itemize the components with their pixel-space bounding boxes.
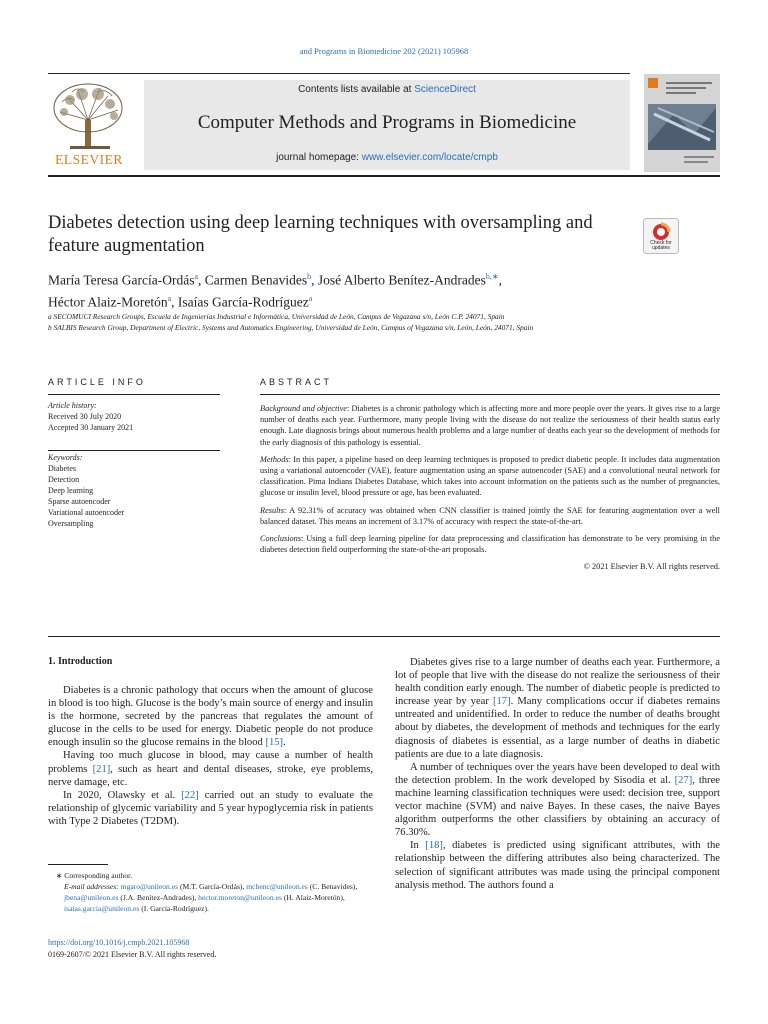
paragraph-text: In (410, 840, 426, 852)
publisher-name: ELSEVIER (55, 152, 123, 167)
author-name: Carmen Benavides (204, 272, 308, 288)
author-affiliation-mark[interactable]: a (194, 272, 199, 281)
journal-homepage-line (144, 152, 630, 163)
email-owner: (C. Benavides), (307, 882, 358, 891)
email-owner: (J.A. Benítez-Andrades), (118, 893, 199, 902)
intro-left-column (48, 684, 373, 828)
conclusions-text: : Using a full deep learning pipeline for data preprocessing and classification has demonstrate to be very promising in the diabetes detection field outperforming the state-of-the-art proposals. (260, 534, 720, 555)
citation-link[interactable]: [27] (674, 774, 693, 786)
citation-link[interactable]: [18] (425, 840, 443, 852)
journal-cover-image (644, 74, 720, 172)
paragraph-text: , diabetes is predicted using significant attributes, with the relationship between the differing attributes also being characterized. The selection of significant attributes was made using the principal component analysis method. The authors found a (395, 840, 720, 891)
email-link[interactable]: mgaro@unileon.es (120, 882, 179, 891)
author-name: Isaías García-Rodríguez (177, 294, 309, 309)
abstract-rule (260, 394, 720, 395)
section-divider (48, 636, 720, 637)
paragraph-text: , such as heart and dental diseases, stroke, eye problems, nerve damage, etc. (48, 763, 373, 788)
email-owner: (I. García-Rodríguez). (139, 904, 209, 913)
paragraph (395, 656, 720, 761)
results-text: : A 92.31% of accuracy was obtained when CNN classifier is trained jointly the SAE for featuring augmentation over a well balanced dataset. This means an increment of 3.17% of accuracy with respect the state-of-the-art. (260, 505, 720, 526)
paragraph (48, 749, 373, 788)
article-info-rule (48, 394, 220, 395)
keywords-rule (48, 450, 220, 451)
contents-available-line (144, 84, 630, 95)
citation-link[interactable]: [22] (181, 789, 199, 801)
intro-right-column (395, 656, 720, 892)
methods-label: Methods (260, 454, 289, 464)
paragraph (48, 789, 373, 828)
history-label: Article history: (48, 401, 97, 410)
paragraph-text: . (283, 737, 286, 749)
abstract-methods (260, 454, 720, 499)
abstract-background (260, 403, 720, 448)
paragraph-text: Diabetes is a chronic pathology that occurs when the amount of glucose in blood is too high. Glucose is the body’s main source of energy and insulin is the hormone, secreted by the pancreas that regulates the amount of glucose in the cells to be used for energy. Diabetic people do not produce enough insulin so the glucose remains in the blood (48, 685, 373, 749)
abstract-heading: ABSTRACT (260, 377, 333, 387)
journal-reference-link[interactable]: and Programs in Biomedicine 202 (2021) 105968 (299, 46, 469, 56)
keyword: Detection (48, 475, 80, 484)
abstract-conclusions (260, 533, 720, 555)
affiliation-a: a SECOMUCI Research Groups, Escuela de Ingenierías Industrial e Informática, Universidad de León, Campus de Vegazana s/n, León C.P. 24071, Spain (48, 312, 505, 321)
affiliation-b: b SALBIS Research Group, Department of Electric, Systems and Automatics Engineering, Universidad de León, Campus of Vegazana s/n, León, León, 24071, Spain (48, 323, 534, 332)
header-top-rule (48, 73, 630, 74)
paper-title: Diabetes detection using deep learning techniques with oversampling and feature augmentation (48, 213, 593, 256)
doi-block (48, 937, 216, 961)
abstract-body (260, 403, 720, 573)
keyword: Variational autoencoder (48, 508, 125, 517)
paragraph-text: Diabetes gives rise to a large number of deaths each year. Furthermore, a lot of people that live with the disease do not realize the seriousness of their health condition early enough. The number of diabetic people is predicted to increase year by year (395, 657, 720, 708)
check-for-updates-badge[interactable] (643, 218, 679, 254)
paragraph-text: In 2020, Olawsky et al. (63, 789, 182, 801)
doi-link[interactable]: https://doi.org/10.1016/j.cmpb.2021.105968 (48, 938, 190, 947)
keywords-label: Keywords: (48, 453, 83, 462)
author-name: José Alberto Benítez-Andrades (317, 272, 486, 288)
introduction-heading: 1. Introduction (48, 656, 113, 667)
paragraph-text: A number of techniques over the years have been developed to deal with the detection problem. In the work developed by Sisodia et al. (395, 761, 720, 786)
author-separator: , (498, 272, 502, 288)
email-label: E-mail addresses: (64, 882, 121, 891)
badge-label-1: Check for (650, 240, 672, 246)
badge-label-2: updates (652, 245, 670, 251)
author-separator: , (311, 272, 318, 288)
journal-header-box (144, 80, 630, 170)
email-addresses (48, 881, 373, 914)
paragraph-text: , three machine learning classification techniques were used: decision tree, support vector machine (SVM) and naive Bayes. In these cases, the naive Bayes algorithm outperforms the other classifiers by obtaining an accuracy of 76.30%. (395, 774, 720, 839)
citation-link[interactable]: [17] (492, 696, 511, 708)
journal-name: Computer Methods and Programs in Biomedicine (197, 112, 577, 133)
conclusions-label: Conclusions (260, 534, 302, 544)
email-link[interactable]: hector.moreton@unileon.es (198, 893, 282, 902)
header-bottom-rule (48, 175, 720, 177)
article-history (48, 400, 218, 433)
issn-copyright: 0169-2607/© 2021 Elsevier B.V. All rights reserved. (48, 950, 217, 959)
paragraph (48, 684, 373, 749)
author-name: María Teresa García-Ordás (48, 272, 195, 288)
email-owner: (M.T. García-Ordás), (178, 882, 247, 891)
author-affiliation-mark[interactable]: b (307, 272, 312, 281)
author-affiliation-mark[interactable]: b,∗ (485, 272, 499, 281)
keywords-block (48, 452, 218, 529)
keyword: Sparse autoencoder (48, 497, 111, 506)
paragraph (395, 761, 720, 840)
email-owner: (H. Alaiz-Moretón), (281, 893, 345, 902)
author-affiliation-mark[interactable]: a (167, 293, 172, 303)
keyword: Deep learning (48, 486, 94, 495)
author-affiliation-mark[interactable]: a (308, 293, 313, 303)
author-separator: , (198, 272, 205, 288)
contents-prefix-text: Contents lists available at (298, 84, 415, 95)
background-label: Background and objective (260, 404, 347, 413)
abstract-copyright: © 2021 Elsevier B.V. All rights reserved. (583, 562, 720, 572)
methods-text: : In this paper, a pipeline based on deep learning techniques is proposed to predict diabetic people. It includes data augmentation using a variational autoencoder (VAE), feature augmentation using an sparse autoencoder (SAE) and a convolutional neural network for classification. Pima Indians Diabetes Database, which takes into account information on the patients such as the number of pregnancies, glucose or insulin level, blood pressure or age, has been evaluated. (260, 454, 720, 498)
sciencedirect-link[interactable]: ScienceDirect (414, 84, 476, 95)
paragraph-text: . Many complications occur if diabetes remains untreated and unidentified. In order to reduce the number of deaths brought about by diabetes, the development of methods and techniques for the early diagnosis of diabetes is essential, as a large number of deaths in diabetic patients are due to a late diagnosis. (395, 696, 720, 760)
elsevier-logo (48, 80, 130, 168)
footnote-rule (48, 864, 108, 865)
keyword: Oversampling (48, 519, 94, 528)
article-info-heading: ARTICLE INFO (48, 377, 146, 387)
corresponding-author-note: ∗ Corresponding author. (56, 871, 133, 880)
journal-homepage-link[interactable]: www.elsevier.com/locate/cmpb (361, 152, 498, 163)
email-link[interactable]: jbena@unileon.es (64, 893, 119, 902)
received-date: Received 30 July 2020 (48, 412, 122, 421)
background-text: : Diabetes is a chronic pathology which is affecting more and more people over the years. It gives rise to a large number of deaths each year. Furthermore, many people living with the disease do not realize the seriousness of their health status early enough. Late diagnosis brings about numerous health problems and a large number of deaths each year so the development of methods for the early diagnosis of this pathology is essential. (260, 404, 720, 447)
homepage-prefix-text: journal homepage: (276, 152, 362, 163)
paragraph-text: Having too much glucose in blood, may cause a number of health problems (48, 750, 373, 775)
footnotes (48, 870, 373, 914)
email-link[interactable]: mcbenc@unileon.es (246, 882, 308, 891)
author-name: Héctor Alaiz-Moretón (48, 294, 168, 309)
citation-link[interactable]: [21] (92, 763, 111, 775)
keywords-list (48, 463, 218, 529)
author-separator: , (171, 294, 178, 309)
keyword: Diabetes (48, 464, 76, 473)
paragraph-text: carried out an study to evaluate the relationship of glycemic variability and 5 year hypoglycemia risk in patients with Type 2 Diabetes (T2DM). (48, 789, 373, 827)
paragraph (395, 839, 720, 891)
abstract-results (260, 505, 720, 527)
email-link[interactable]: isaias.garcia@unileon.es (64, 904, 140, 913)
accepted-date: Accepted 30 January 2021 (48, 423, 134, 432)
results-label: Results (260, 505, 284, 515)
citation-link[interactable]: [15] (265, 737, 284, 749)
author-list (48, 268, 688, 311)
